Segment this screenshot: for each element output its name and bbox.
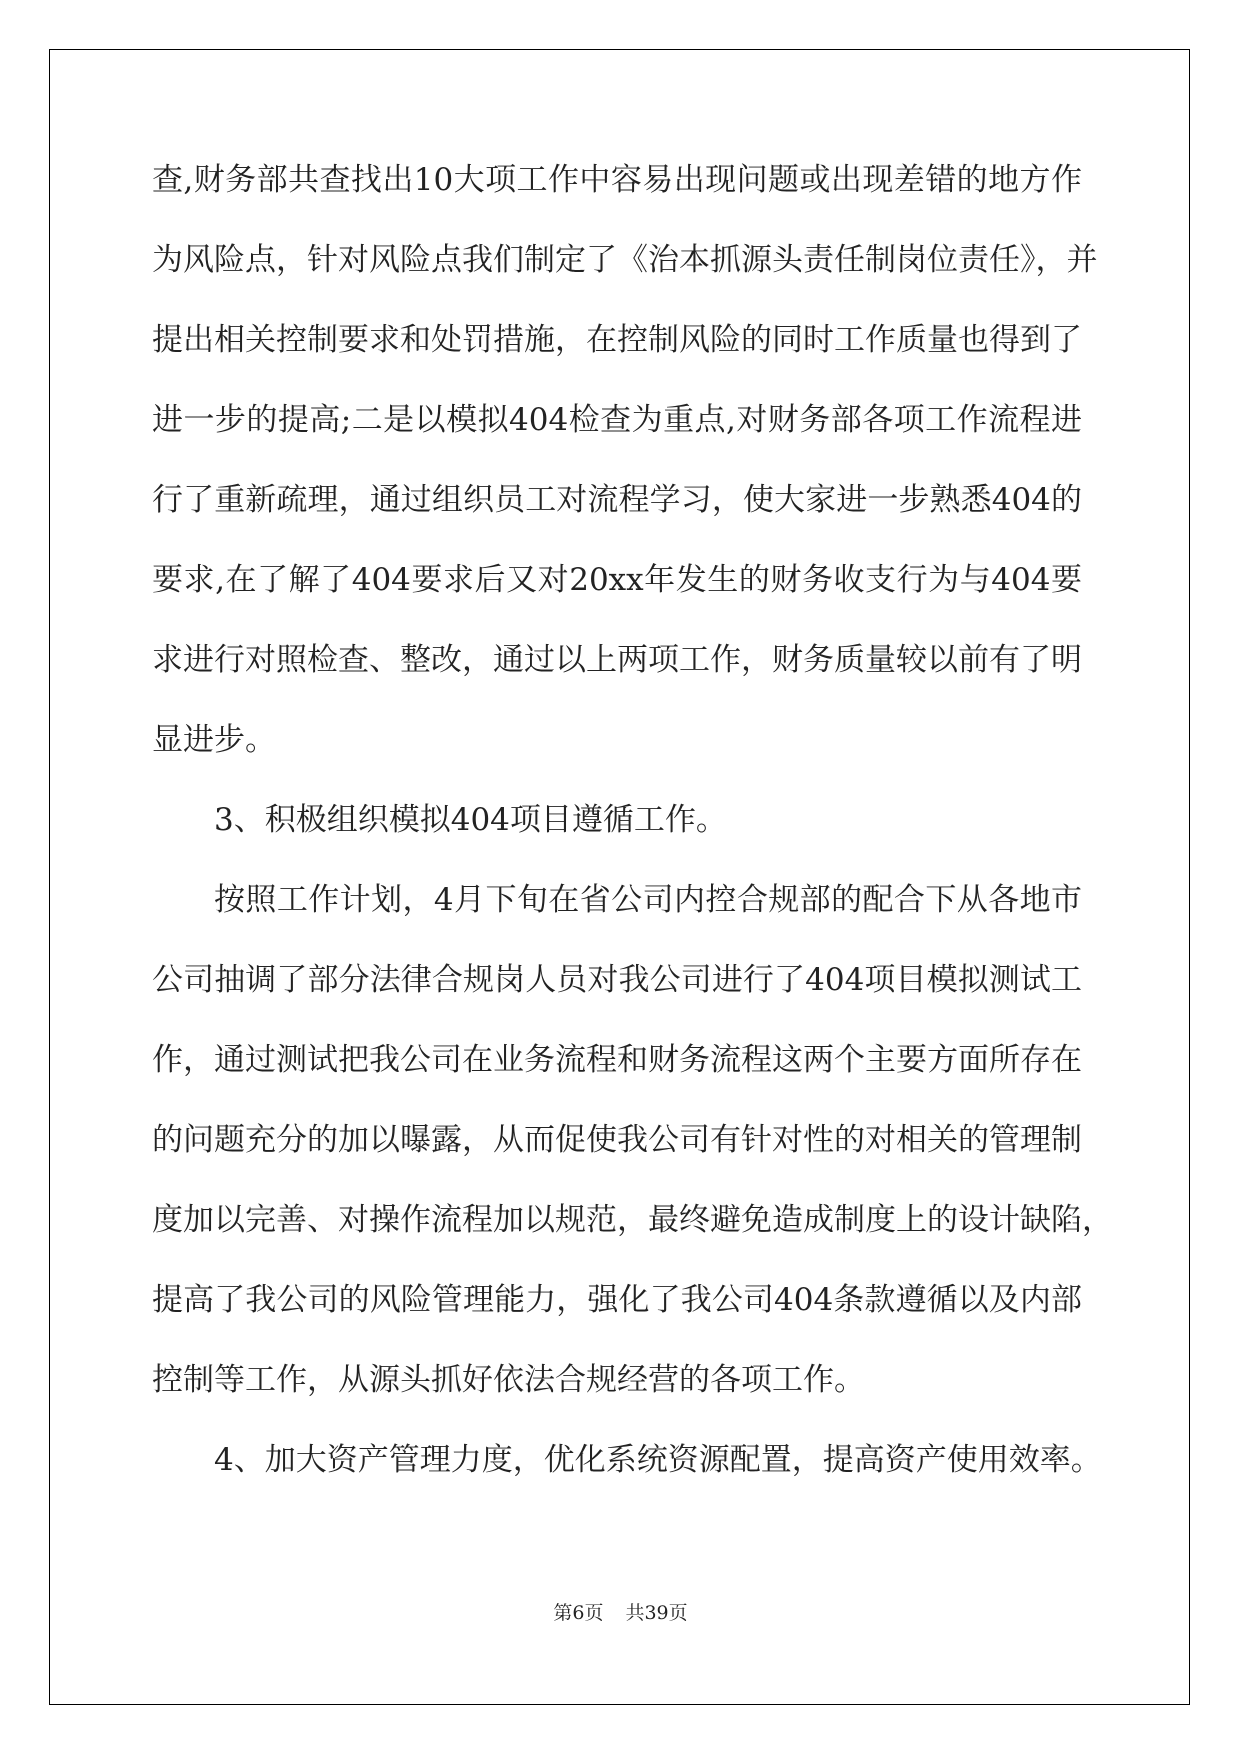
document-body [152, 160, 1113, 1520]
current-page-number: 第6页 [553, 1602, 604, 1624]
text-line: 查,财务部共查找出10大项工作中容易出现问题或出现差错的地方作 [152, 162, 1082, 198]
text-line: 行了重新疏理，通过组织员工对流程学习，使大家进一步熟悉404的 [152, 482, 1082, 518]
page-footer [0, 1598, 1241, 1625]
section-heading: 3、积极组织模拟404项目遵循工作。 [214, 802, 727, 838]
text-line: 提高了我公司的风险管理能力，强化了我公司404条款遵循以及内部 [152, 1282, 1082, 1318]
text-line: 为风险点，针对风险点我们制定了《治本抓源头责任制岗位责任》，并 [152, 242, 1098, 278]
text-line: 提出相关控制要求和处罚措施，在控制风险的同时工作质量也得到了 [152, 322, 1082, 358]
text-line: 作，通过测试把我公司在业务流程和财务流程这两个主要方面所存在 [152, 1042, 1082, 1078]
text-line: 控制等工作，从源头抓好依法合规经营的各项工作。 [152, 1362, 865, 1398]
text-line: 公司抽调了部分法律合规岗人员对我公司进行了404项目模拟测试工 [152, 962, 1082, 998]
section-heading: 4、加大资产管理力度，优化系统资源配置，提高资产使用效率。 [214, 1442, 1102, 1478]
text-line: 的问题充分的加以曝露，从而促使我公司有针对性的对相关的管理制 [152, 1122, 1082, 1158]
text-line: 要求,在了解了404要求后又对20xx年发生的财务收支行为与404要 [152, 562, 1082, 598]
text-line: 显进步。 [152, 722, 276, 758]
text-line: 进一步的提高;二是以模拟404检查为重点,对财务部各项工作流程进 [152, 402, 1082, 438]
text-line: 求进行对照检查、整改，通过以上两项工作，财务质量较以前有了明 [152, 642, 1082, 678]
total-pages: 共39页 [625, 1602, 688, 1624]
text-line: 度加以完善、对操作流程加以规范，最终避免造成制度上的设计缺陷， [152, 1202, 1113, 1238]
text-line: 按照工作计划，4月下旬在省公司内控合规部的配合下从各地市 [214, 882, 1082, 918]
